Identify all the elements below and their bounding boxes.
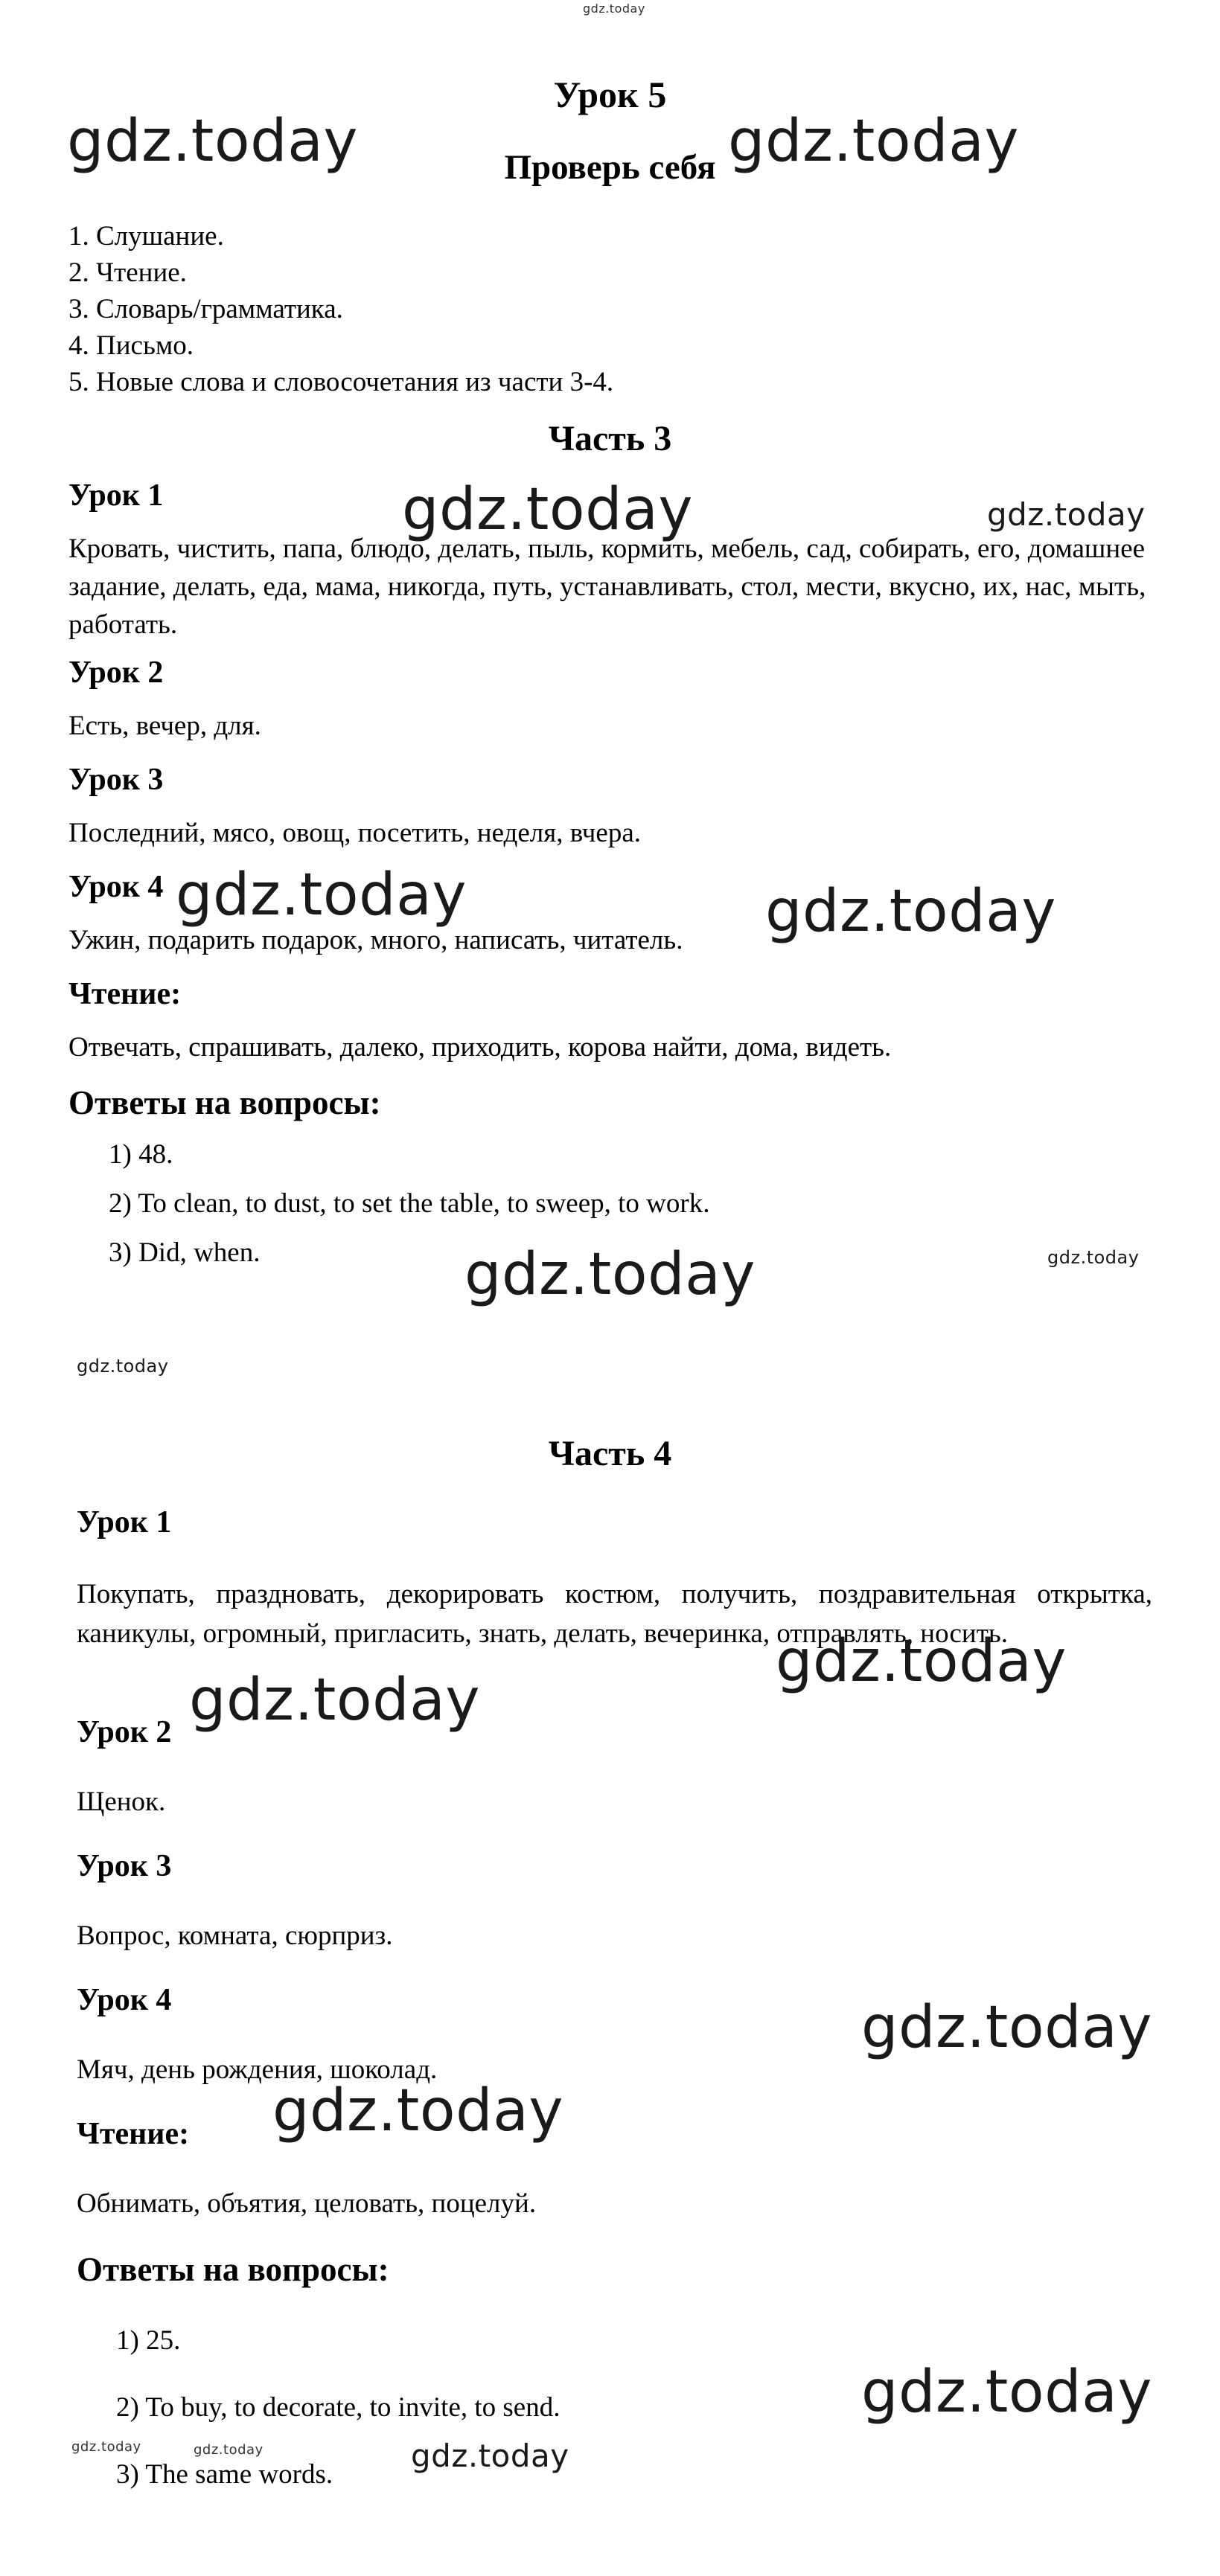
part3-lesson4-text: Ужин, подарить подарок, много, написать, читатель. bbox=[68, 925, 683, 955]
part4-lesson4-text: Мяч, день рождения, шоколад. bbox=[77, 2054, 438, 2085]
watermark-logo: gdz.today bbox=[272, 2077, 564, 2144]
check-list-item: 2. Чтение. bbox=[68, 257, 187, 288]
watermark-logo: gdz.today bbox=[861, 1994, 1153, 2061]
part3-answer-item: 1) 48. bbox=[109, 1139, 173, 1170]
part3-lesson3-heading: Урок 3 bbox=[68, 763, 164, 797]
part4-lesson4-heading: Урок 4 bbox=[77, 1983, 172, 2017]
part4-lesson3-heading: Урок 3 bbox=[77, 1849, 172, 1883]
part4-lesson1-text: Покупать, праздновать, декорировать костюм, получить, поздравительная открытка, каникулы, огромный, пригласить, знать, делать, вечеринка, отправлять, носить. bbox=[77, 1579, 1152, 1649]
part3-lesson1-text: Кровать, чистить, папа, блюдо, делать, пыль, кормить, мебель, сад, собирать, его, домашнее задание, делать, еда, мама, никогда, путь, устанавливать, стол, мести, вкусно, их, нас, мыть, работать. bbox=[68, 534, 1146, 640]
watermark-logo: gdz.today bbox=[987, 496, 1146, 533]
part3-lesson3-text: Последний, мясо, овощ, посетить, неделя, вчера. bbox=[68, 818, 642, 848]
check-list-item: 5. Новые слова и словосочетания из части 3-4. bbox=[68, 367, 614, 397]
watermark-logo: gdz.today bbox=[71, 2439, 141, 2455]
check-list-item: 3. Словарь/грамматика. bbox=[68, 294, 343, 324]
part4-answer-item: 3) The same words. bbox=[116, 2459, 333, 2490]
part4-title: Часть 4 bbox=[548, 1434, 672, 1473]
watermark-logo: gdz.today bbox=[411, 2438, 569, 2474]
watermark-logo: gdz.today bbox=[765, 878, 1057, 945]
top-watermark: gdz.today bbox=[583, 1, 645, 16]
part4-reading-heading: Чтение: bbox=[77, 2117, 190, 2151]
part4-answers-heading: Ответы на вопросы: bbox=[77, 2251, 389, 2288]
watermark-logo: gdz.today bbox=[464, 1241, 756, 1308]
part3-reading-heading: Чтение: bbox=[68, 977, 182, 1011]
part4-lesson2-heading: Урок 2 bbox=[77, 1715, 172, 1749]
part4-lesson3-text: Вопрос, комната, сюрприз. bbox=[77, 1920, 393, 1951]
part3-reading-text: Отвечать, спрашивать, далеко, приходить, корова найти, дома, видеть. bbox=[68, 1032, 892, 1063]
part3-title: Часть 3 bbox=[548, 419, 672, 458]
part3-answer-item: 2) To clean, to dust, to set the table, to sweep, to work. bbox=[109, 1188, 710, 1219]
part4-answer-item: 2) To buy, to decorate, to invite, to send. bbox=[116, 2392, 561, 2423]
part3-answers-heading: Ответы на вопросы: bbox=[68, 1084, 381, 1121]
check-list-item: 4. Письмо. bbox=[68, 330, 194, 361]
watermark-logo: gdz.today bbox=[194, 2442, 264, 2458]
part3-lesson2-heading: Урок 2 bbox=[68, 656, 164, 690]
part4-reading-text: Обнимать, объятия, целовать, поцелуй. bbox=[77, 2188, 537, 2219]
check-list-item: 1. Слушание. bbox=[68, 221, 224, 251]
watermark-logo: gdz.today bbox=[861, 2359, 1153, 2426]
page-title: Урок 5 bbox=[553, 74, 667, 115]
part4-lesson1-heading: Урок 1 bbox=[77, 1505, 172, 1539]
watermark-logo: gdz.today bbox=[402, 476, 694, 543]
page-subtitle: Проверь себя bbox=[504, 148, 716, 187]
watermark-logo: gdz.today bbox=[776, 1628, 1067, 1695]
part3-answer-item: 3) Did, when. bbox=[109, 1237, 261, 1268]
part4-answer-item: 1) 25. bbox=[116, 2325, 181, 2356]
part3-lesson4-heading: Урок 4 bbox=[68, 870, 164, 904]
watermark-logo: gdz.today bbox=[1047, 1247, 1140, 1268]
watermark-logo: gdz.today bbox=[77, 1356, 169, 1377]
watermark-logo: gdz.today bbox=[189, 1667, 481, 1734]
part3-lesson2-text: Есть, вечер, для. bbox=[68, 711, 261, 741]
part4-lesson2-text: Щенок. bbox=[77, 1787, 166, 1817]
watermark-logo: gdz.today bbox=[176, 862, 467, 929]
watermark-logo: gdz.today bbox=[728, 108, 1020, 175]
part3-lesson1-heading: Урок 1 bbox=[68, 478, 164, 513]
watermark-logo: gdz.today bbox=[67, 108, 359, 175]
